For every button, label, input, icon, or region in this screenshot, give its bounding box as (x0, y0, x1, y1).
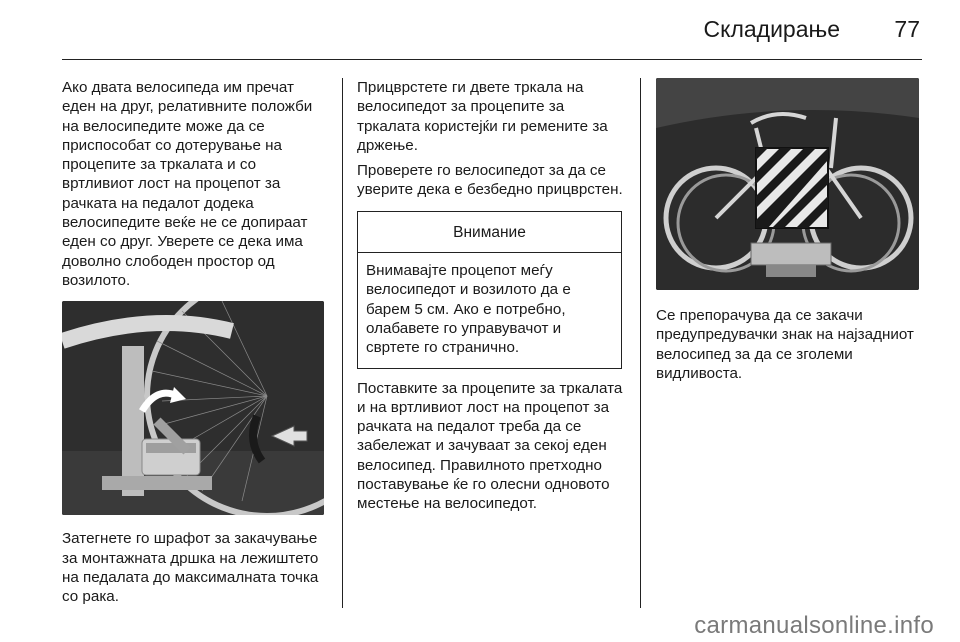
page-number: 77 (894, 16, 920, 42)
column-middle (357, 78, 623, 520)
figure-caption: Затегнете го шрафот за закачување за монтажната дршка на лежиштето на педалата до максималната точка со рака. (62, 530, 319, 606)
column-right (656, 78, 926, 389)
column-left (62, 78, 328, 612)
header-title: Складирање (703, 16, 840, 42)
bikes-warning-sign-illustration (656, 78, 919, 290)
header-divider (62, 59, 922, 60)
paragraph-save-settings: Поставките за процепите за тркалата и на вртливиот лост на процепот за рачката на педалот треба да се забележат и зачуваат за секој еден велосипед. Правилното претходно поставување ќе го олесни одновото местење на велосипедот. (357, 379, 623, 513)
column-divider (640, 78, 641, 608)
pedal-holder-illustration (62, 301, 324, 515)
column-divider (342, 78, 343, 608)
paragraph-check-bike: Проверете го велосипедот за да се уверите дека е безбедно прицврстен. (357, 162, 623, 199)
paragraph-secure-wheels: Прицврстете ги двете тркала на велосипедот за процепите за тркалата користејќи ги ремените за држење. (357, 79, 608, 154)
warning-box (357, 211, 622, 369)
paragraph-adjust-bikes: Ако двата велосипеда им пречат еден на друг, релативните положби на велосипедите може да се приспособат со дотерување на процепите за тркалата и со вртливиот лост на процепот за рачката на педалот додека велосипедите веќе не се допираат еден со друг. Уверете се дека има доволно слободен простор од возилото. (62, 79, 313, 289)
warning-title: Внимание (358, 212, 621, 253)
paragraph-warning-sign: Се препорачува да се закачи предупредувачки знак на најзадниот велосипед за да се зголеми видливоста. (656, 307, 914, 382)
page-header (0, 0, 960, 56)
watermark: carmanualsonline.info (694, 612, 934, 639)
warning-text: Внимавајте процепот меѓу велосипедот и возилото да е барем 5 см. Ако е потребно, олабавете го управувачот и свртете го странично. (366, 262, 571, 357)
